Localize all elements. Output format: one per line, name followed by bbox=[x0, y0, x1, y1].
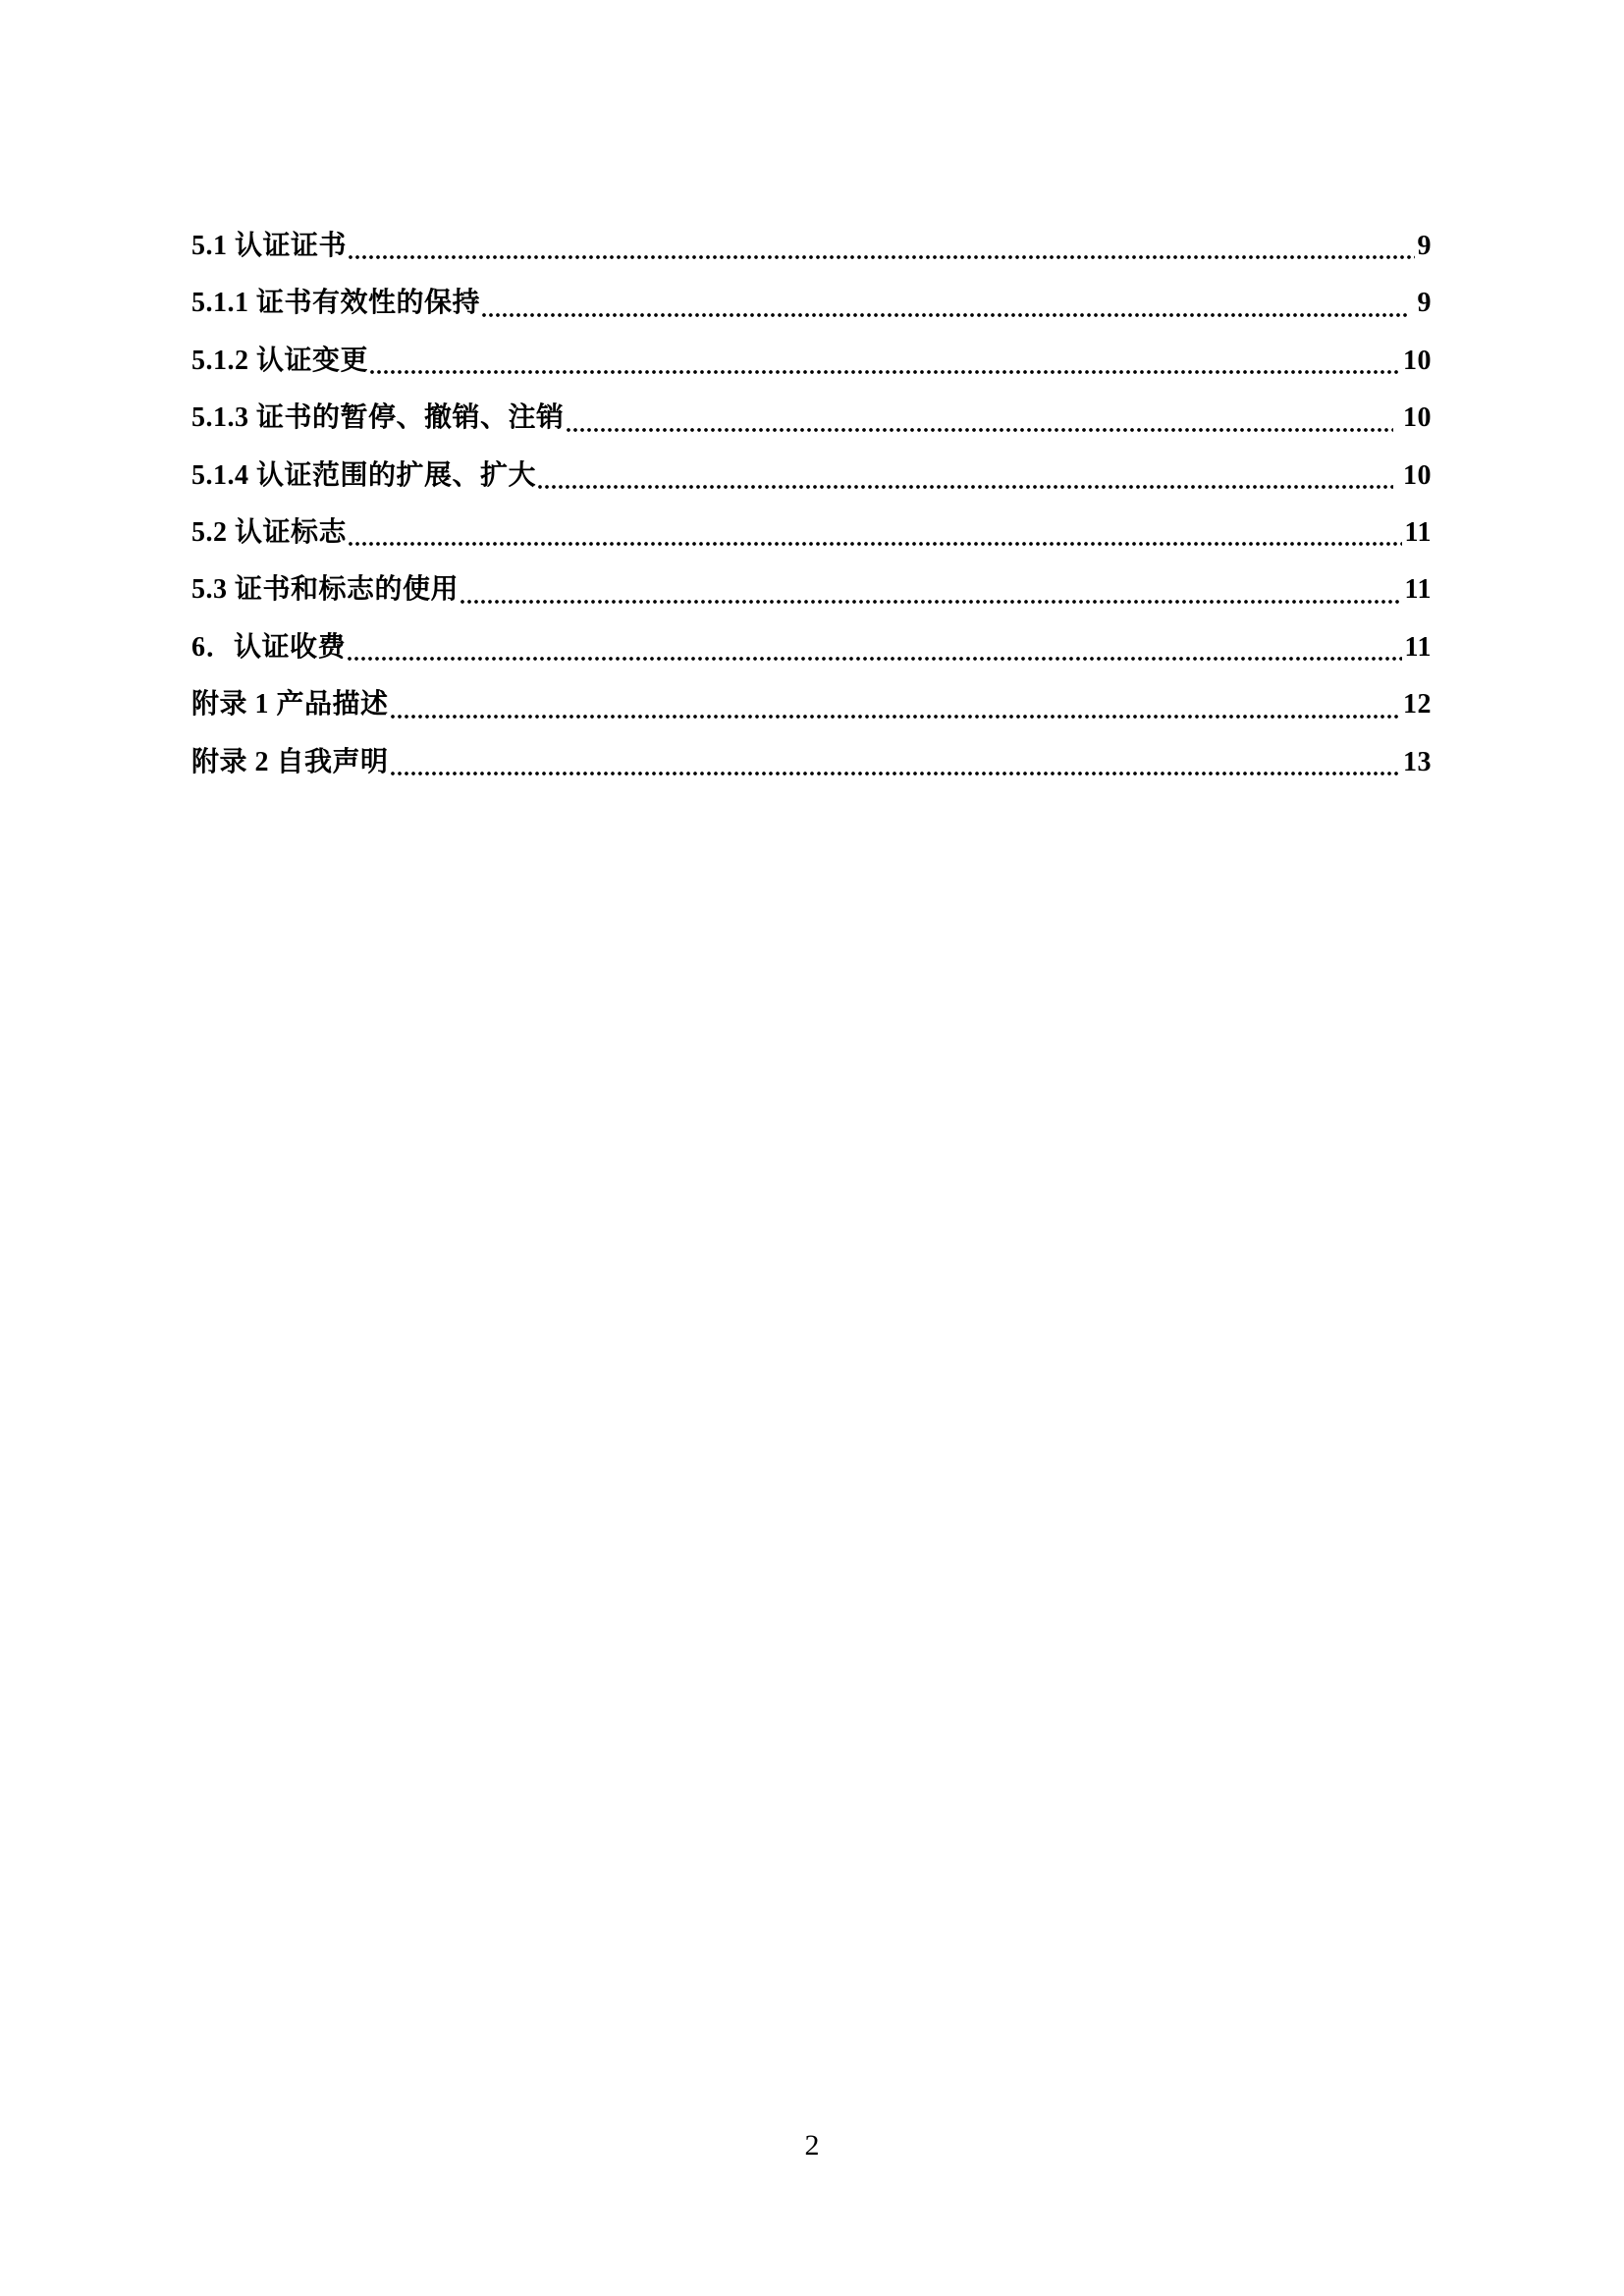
toc-entry-page: 11 bbox=[1404, 631, 1432, 663]
toc-dotted-leader bbox=[538, 485, 1392, 489]
toc-entry-label: 5.1 认证证书 bbox=[191, 231, 348, 261]
toc-entry-label: 6．认证收费 bbox=[191, 631, 347, 663]
toc-entry[interactable] bbox=[191, 390, 1432, 447]
toc-entry[interactable] bbox=[191, 734, 1432, 791]
toc-entry-page: 10 bbox=[1403, 345, 1432, 376]
toc-entry-page: 11 bbox=[1404, 516, 1432, 548]
toc-entry-page: 9 bbox=[1410, 288, 1432, 319]
toc-entry[interactable] bbox=[191, 218, 1432, 275]
toc-dotted-leader bbox=[370, 370, 1400, 374]
toc-entry-label: 5.1.4 认证范围的扩展、扩大 bbox=[191, 459, 537, 491]
toc-entry[interactable] bbox=[191, 676, 1432, 733]
toc-dotted-leader bbox=[349, 542, 1402, 546]
toc-entry-page: 10 bbox=[1395, 459, 1432, 491]
toc-entry-label: 5.1.2 认证变更 bbox=[191, 345, 369, 376]
toc-entry-label: 5.2 认证标志 bbox=[191, 516, 348, 548]
toc-entry-page: 9 bbox=[1417, 231, 1432, 261]
toc-list bbox=[191, 218, 1432, 791]
toc-entry[interactable] bbox=[191, 505, 1432, 561]
toc-dotted-leader bbox=[391, 715, 1400, 719]
toc-entry-page: 10 bbox=[1395, 402, 1432, 434]
toc-entry[interactable] bbox=[191, 561, 1432, 618]
toc-entry-page: 13 bbox=[1403, 746, 1432, 777]
toc-entry-label: 5.1.3 证书的暂停、撤销、注销 bbox=[191, 402, 565, 434]
toc-entry[interactable] bbox=[191, 333, 1432, 390]
toc-dotted-leader bbox=[567, 428, 1393, 432]
toc-dotted-leader bbox=[391, 772, 1400, 775]
toc-entry[interactable] bbox=[191, 619, 1432, 676]
toc-dotted-leader bbox=[482, 313, 1407, 317]
toc-entry[interactable] bbox=[191, 275, 1432, 332]
toc-dotted-leader bbox=[460, 600, 1402, 604]
toc-entry-label: 5.1.1 证书有效性的保持 bbox=[191, 288, 481, 319]
toc-entry-page: 11 bbox=[1404, 574, 1432, 606]
toc-dotted-leader bbox=[349, 255, 1414, 259]
toc-dotted-leader bbox=[348, 657, 1402, 661]
toc-entry-label: 5.3 证书和标志的使用 bbox=[191, 574, 460, 606]
page-number: 2 bbox=[804, 2129, 820, 2162]
toc-entry-label: 附录 1 产品描述 bbox=[191, 689, 389, 721]
toc-entry-page: 12 bbox=[1403, 689, 1432, 721]
toc-entry-label: 附录 2 自我声明 bbox=[191, 746, 389, 777]
toc-entry[interactable] bbox=[191, 448, 1432, 505]
